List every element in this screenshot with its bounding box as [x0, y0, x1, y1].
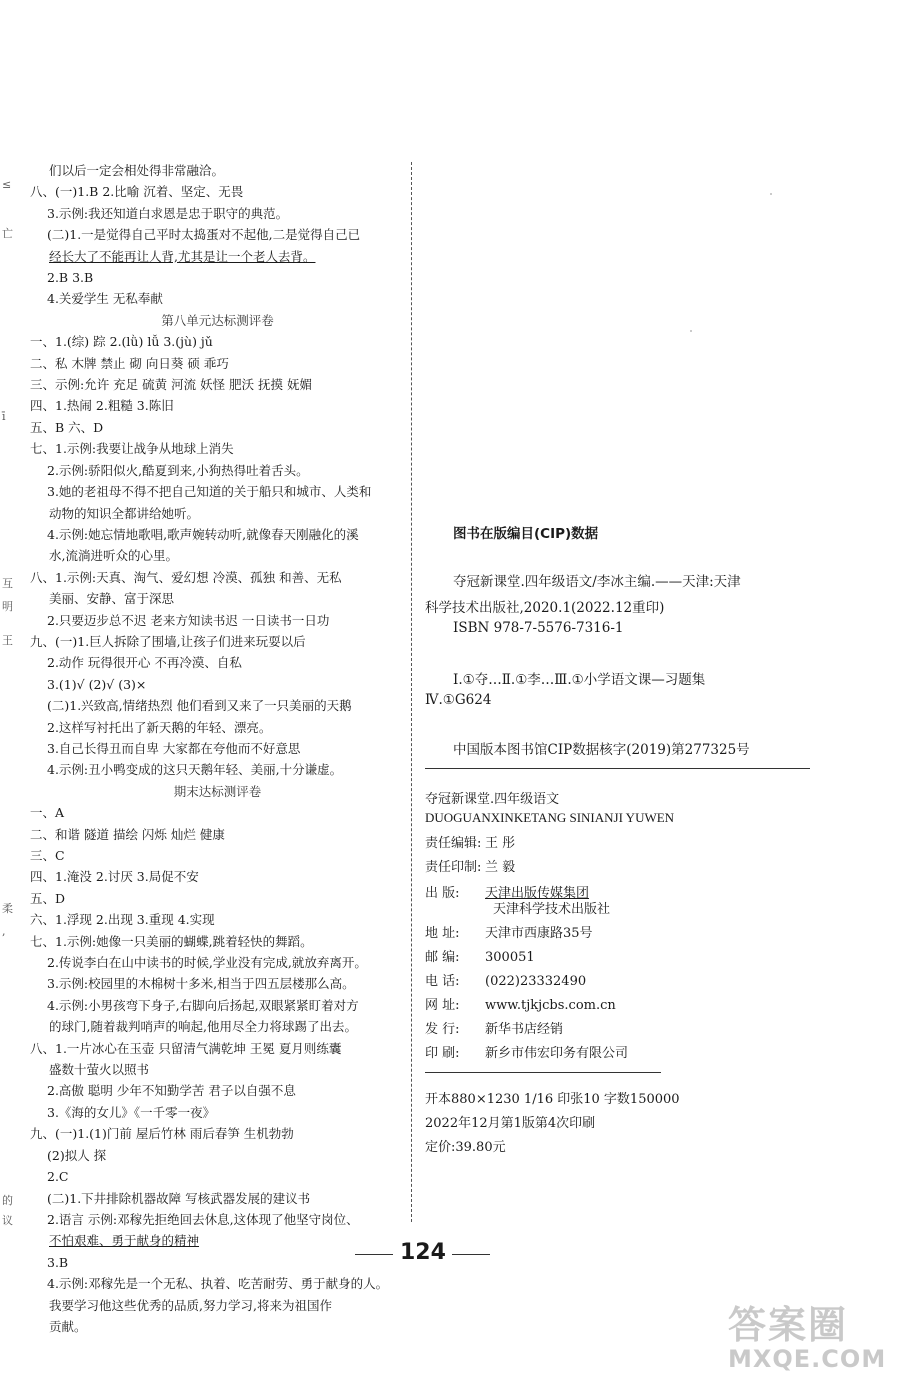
answer-line: 八、1.示例:天真、淘气、爱幻想 冷漠、孤独 和善、无私: [30, 569, 342, 585]
answer-line: 二、和谐 隧道 描绘 闪烁 灿烂 健康: [30, 826, 225, 842]
answer-line: 五、B 六、D: [30, 419, 104, 435]
edge-mark: 明: [2, 600, 13, 613]
book-edition: 2022年12月第1版第4次印刷: [425, 1116, 596, 1131]
book-info-value: www.tjkjcbs.com.cn: [485, 998, 616, 1013]
book-info-key: 责任印制:: [425, 860, 482, 875]
answer-line: 动物的知识全都讲给她听。: [49, 505, 200, 521]
info-rule: [425, 1072, 661, 1073]
answer-line: 4.示例:邓稼先是一个无私、执着、吃苦耐劳、勇于献身的人。: [47, 1276, 389, 1292]
answer-line: 的球门,随着裁判哨声的响起,他用尽全力将球踢了出去。: [49, 1019, 357, 1035]
book-info-row: [425, 946, 535, 965]
book-info-row: [425, 1018, 563, 1037]
answer-line: 3.她的老祖母不得不把自己知道的关于船只和城市、人类和: [47, 484, 372, 500]
book-price: 定价:39.80元: [425, 1140, 506, 1155]
answer-line: (二)1.下井排除机器故障 写核武器发展的建议书: [47, 1190, 311, 1206]
answer-line: 八、(一)1.B 2.比喻 沉着、坚定、无畏: [30, 184, 244, 200]
book-info-value: 新乡市伟宏印务有限公司: [485, 1046, 629, 1061]
book-info-row: [425, 856, 515, 875]
answer-line: 九、(一)1.(1)门前 屋后竹林 雨后春笋 生机勃勃: [30, 1126, 294, 1142]
answer-line: 经长大了不能再让人背,尤其是让一个老人去背。: [49, 248, 316, 264]
answer-line: (2)拟人 探: [47, 1147, 107, 1163]
book-info-value: 天津科学技术出版社: [493, 902, 611, 917]
cip-class-2: Ⅳ.①G624: [425, 692, 492, 708]
answer-line: 五、D: [30, 890, 66, 906]
answer-line: 3.(1)√ (2)√ (3)×: [47, 676, 147, 692]
answer-line: 七、1.示例:她像一只美丽的蝴蝶,跳着轻快的舞蹈。: [30, 933, 313, 949]
answer-line: 3.示例:校园里的木棉树十多米,相当于四五层楼那么高。: [47, 976, 355, 992]
answer-line: 三、C: [30, 848, 65, 863]
edge-mark: ī: [2, 410, 6, 423]
book-info-row: [493, 898, 610, 917]
answer-line: 我要学习他这些优秀的品质,努力学习,将来为祖国作: [49, 1297, 332, 1313]
book-info-key: 发 行:: [425, 1022, 460, 1037]
answer-line: 水,流淌进听众的心里。: [49, 548, 178, 564]
book-info-row: [425, 832, 515, 851]
answer-line: 2.这样写衬托出了新天鹅的年轻、漂亮。: [47, 719, 272, 735]
cip-core: 中国版本图书馆CIP数据核字(2019)第277325号: [453, 742, 750, 758]
answer-line: (二)1.一是觉得自己平时太捣蛋对不起他,二是觉得自己已: [47, 227, 361, 243]
edge-mark: ≤: [2, 178, 12, 191]
answer-line: 期末达标测评卷: [173, 783, 262, 799]
page-number-dash-left: [355, 1254, 393, 1255]
answer-line: 2.B 3.B: [47, 270, 94, 286]
answer-line: 2.传说李白在山中读书的时候,学业没有完成,就放弃离开。: [47, 955, 367, 971]
answer-line: 七、1.示例:我要让战争从地球上消失: [30, 441, 234, 457]
answer-line: 2.只要迈步总不迟 老来方知读书迟 一日读书一日功: [47, 612, 330, 628]
book-info-key: 地 址:: [425, 926, 460, 941]
answer-line: 4.关爱学生 无私奉献: [47, 291, 163, 307]
answer-line: 一、A: [30, 805, 65, 821]
answer-line: 盛数十萤火以照书: [49, 1062, 150, 1078]
answer-line: 4.示例:小男孩弯下身子,右脚向后扬起,双眼紧紧盯着对方: [47, 997, 359, 1013]
book-title-pinyin: DUOGUANXINKETANG SINIANJI YUWEN: [425, 810, 675, 825]
answer-line: 2.语言 示例:邓稼先拒绝回去休息,这体现了他坚守岗位、: [47, 1211, 359, 1227]
book-info-value: 300051: [485, 950, 535, 965]
edge-mark: 柔: [2, 902, 13, 915]
answer-line: 美丽、安静、富于深思: [49, 591, 175, 607]
book-info-key: 责任编辑:: [425, 836, 482, 851]
watermark: [728, 1305, 888, 1380]
edge-mark: 亡: [2, 227, 13, 240]
book-info-value: 新华书店经销: [485, 1022, 564, 1037]
book-info-row: [425, 922, 593, 941]
answer-line: 二、私 木牌 禁止 砌 向日葵 硕 乖巧: [30, 355, 229, 371]
watermark-text: 答案圈: [728, 1303, 849, 1347]
answer-line: 不怕艰难、勇于献身的精神: [49, 1233, 200, 1249]
book-title-cn: 夺冠新课堂.四年级语文: [425, 792, 560, 807]
book-info-value: 王 彤: [485, 836, 516, 851]
answer-line: 2.动作 玩得很开心 不再冷漠、自私: [47, 655, 242, 671]
answer-line: 一、1.(综) 踪 2.(lǜ) lǚ 3.(jù) jǔ: [30, 334, 213, 350]
answer-line: 2.高傲 聪明 少年不知勤学苦 君子以自强不息: [47, 1083, 296, 1099]
book-info-value: 天津出版传媒集团: [485, 886, 590, 901]
book-info-key: 印 刷:: [425, 1046, 460, 1061]
book-info-row: [425, 970, 586, 989]
answer-line: 八、1.一片冰心在玉壶 只留清气满乾坤 王冕 夏月则练囊: [30, 1040, 342, 1056]
answer-line: 三、示例:允许 充足 硫黄 河流 妖怪 肥沃 抚摸 妩媚: [30, 377, 313, 393]
edge-mark: 议: [2, 1214, 13, 1227]
answer-column: [30, 160, 405, 1337]
answer-line: 四、1.热闹 2.粗糙 3.陈旧: [30, 398, 174, 414]
answer-line: 们以后一定会相处得非常融洽。: [49, 163, 225, 178]
answer-line: 2.示例:骄阳似火,酷夏到来,小狗热得吐着舌头。: [47, 462, 309, 478]
answer-line: 3.《海的女儿》《一千零一夜》: [47, 1104, 216, 1120]
answer-line: 3.自己长得丑而自卑 大家都在夸他而不好意思: [47, 740, 301, 756]
book-info-key: 网 址:: [425, 998, 460, 1013]
answer-line: 九、(一)1.巨人拆除了围墙,让孩子们进来玩耍以后: [30, 633, 306, 649]
page-number: 124: [400, 1240, 446, 1265]
book-info-value: 兰 毅: [485, 860, 516, 875]
speck: [770, 193, 772, 195]
answer-line: 贡献。: [49, 1318, 87, 1334]
book-info-key: 电 话:: [425, 974, 460, 989]
cip-rule: [425, 768, 810, 769]
answer-line: 第八单元达标测评卷: [161, 312, 274, 328]
cip-line-2: 科学技术出版社,2020.1(2022.12重印): [425, 600, 665, 616]
answer-line: 六、1.浮现 2.出现 3.重现 4.实现: [30, 912, 215, 928]
cip-isbn: ISBN 978-7-5576-7316-1: [453, 620, 624, 636]
book-info-row: [425, 1042, 628, 1061]
book-info-key: 出 版:: [425, 886, 460, 901]
book-spec: 开本880×1230 1/16 印张10 字数150000: [425, 1092, 680, 1107]
answer-line: 2.C: [47, 1169, 69, 1185]
book-info-value: 天津市西康路35号: [485, 926, 593, 941]
page-number-dash-right: [452, 1254, 490, 1255]
answer-line: 3.B: [47, 1254, 69, 1270]
edge-mark: ,: [2, 925, 6, 938]
answer-line: 4.示例:丑小鸭变成的这只天鹅年轻、美丽,十分谦虚。: [47, 762, 343, 778]
cip-class-1: Ⅰ.①夺…Ⅱ.①李…Ⅲ.①小学语文课—习题集: [453, 672, 706, 688]
speck: [690, 330, 692, 332]
book-info-row: [425, 994, 616, 1013]
answer-line: 3.示例:我还知道白求恩是忠于职守的典范。: [47, 205, 289, 221]
edge-mark: 王: [2, 634, 13, 647]
answer-line: 4.示例:她忘情地歌唱,歌声婉转动听,就像春天刚融化的溪: [47, 526, 359, 542]
cip-line-1: 夺冠新课堂.四年级语文/李冰主编.——天津:天津: [453, 574, 741, 590]
watermark-url: MXQE.COM: [728, 1345, 887, 1373]
cip-title: 图书在版编目(CIP)数据: [453, 526, 599, 542]
edge-mark: 的: [2, 1194, 13, 1207]
answer-line: 四、1.淹没 2.讨厌 3.局促不安: [30, 869, 199, 885]
book-info-key: 邮 编:: [425, 950, 460, 965]
edge-mark: 互: [2, 577, 13, 590]
answer-line: (二)1.兴致高,情绪热烈 他们看到又来了一只美丽的天鹅: [47, 698, 352, 714]
column-divider: [411, 162, 412, 1222]
book-info-value: (022)23332490: [485, 974, 587, 989]
